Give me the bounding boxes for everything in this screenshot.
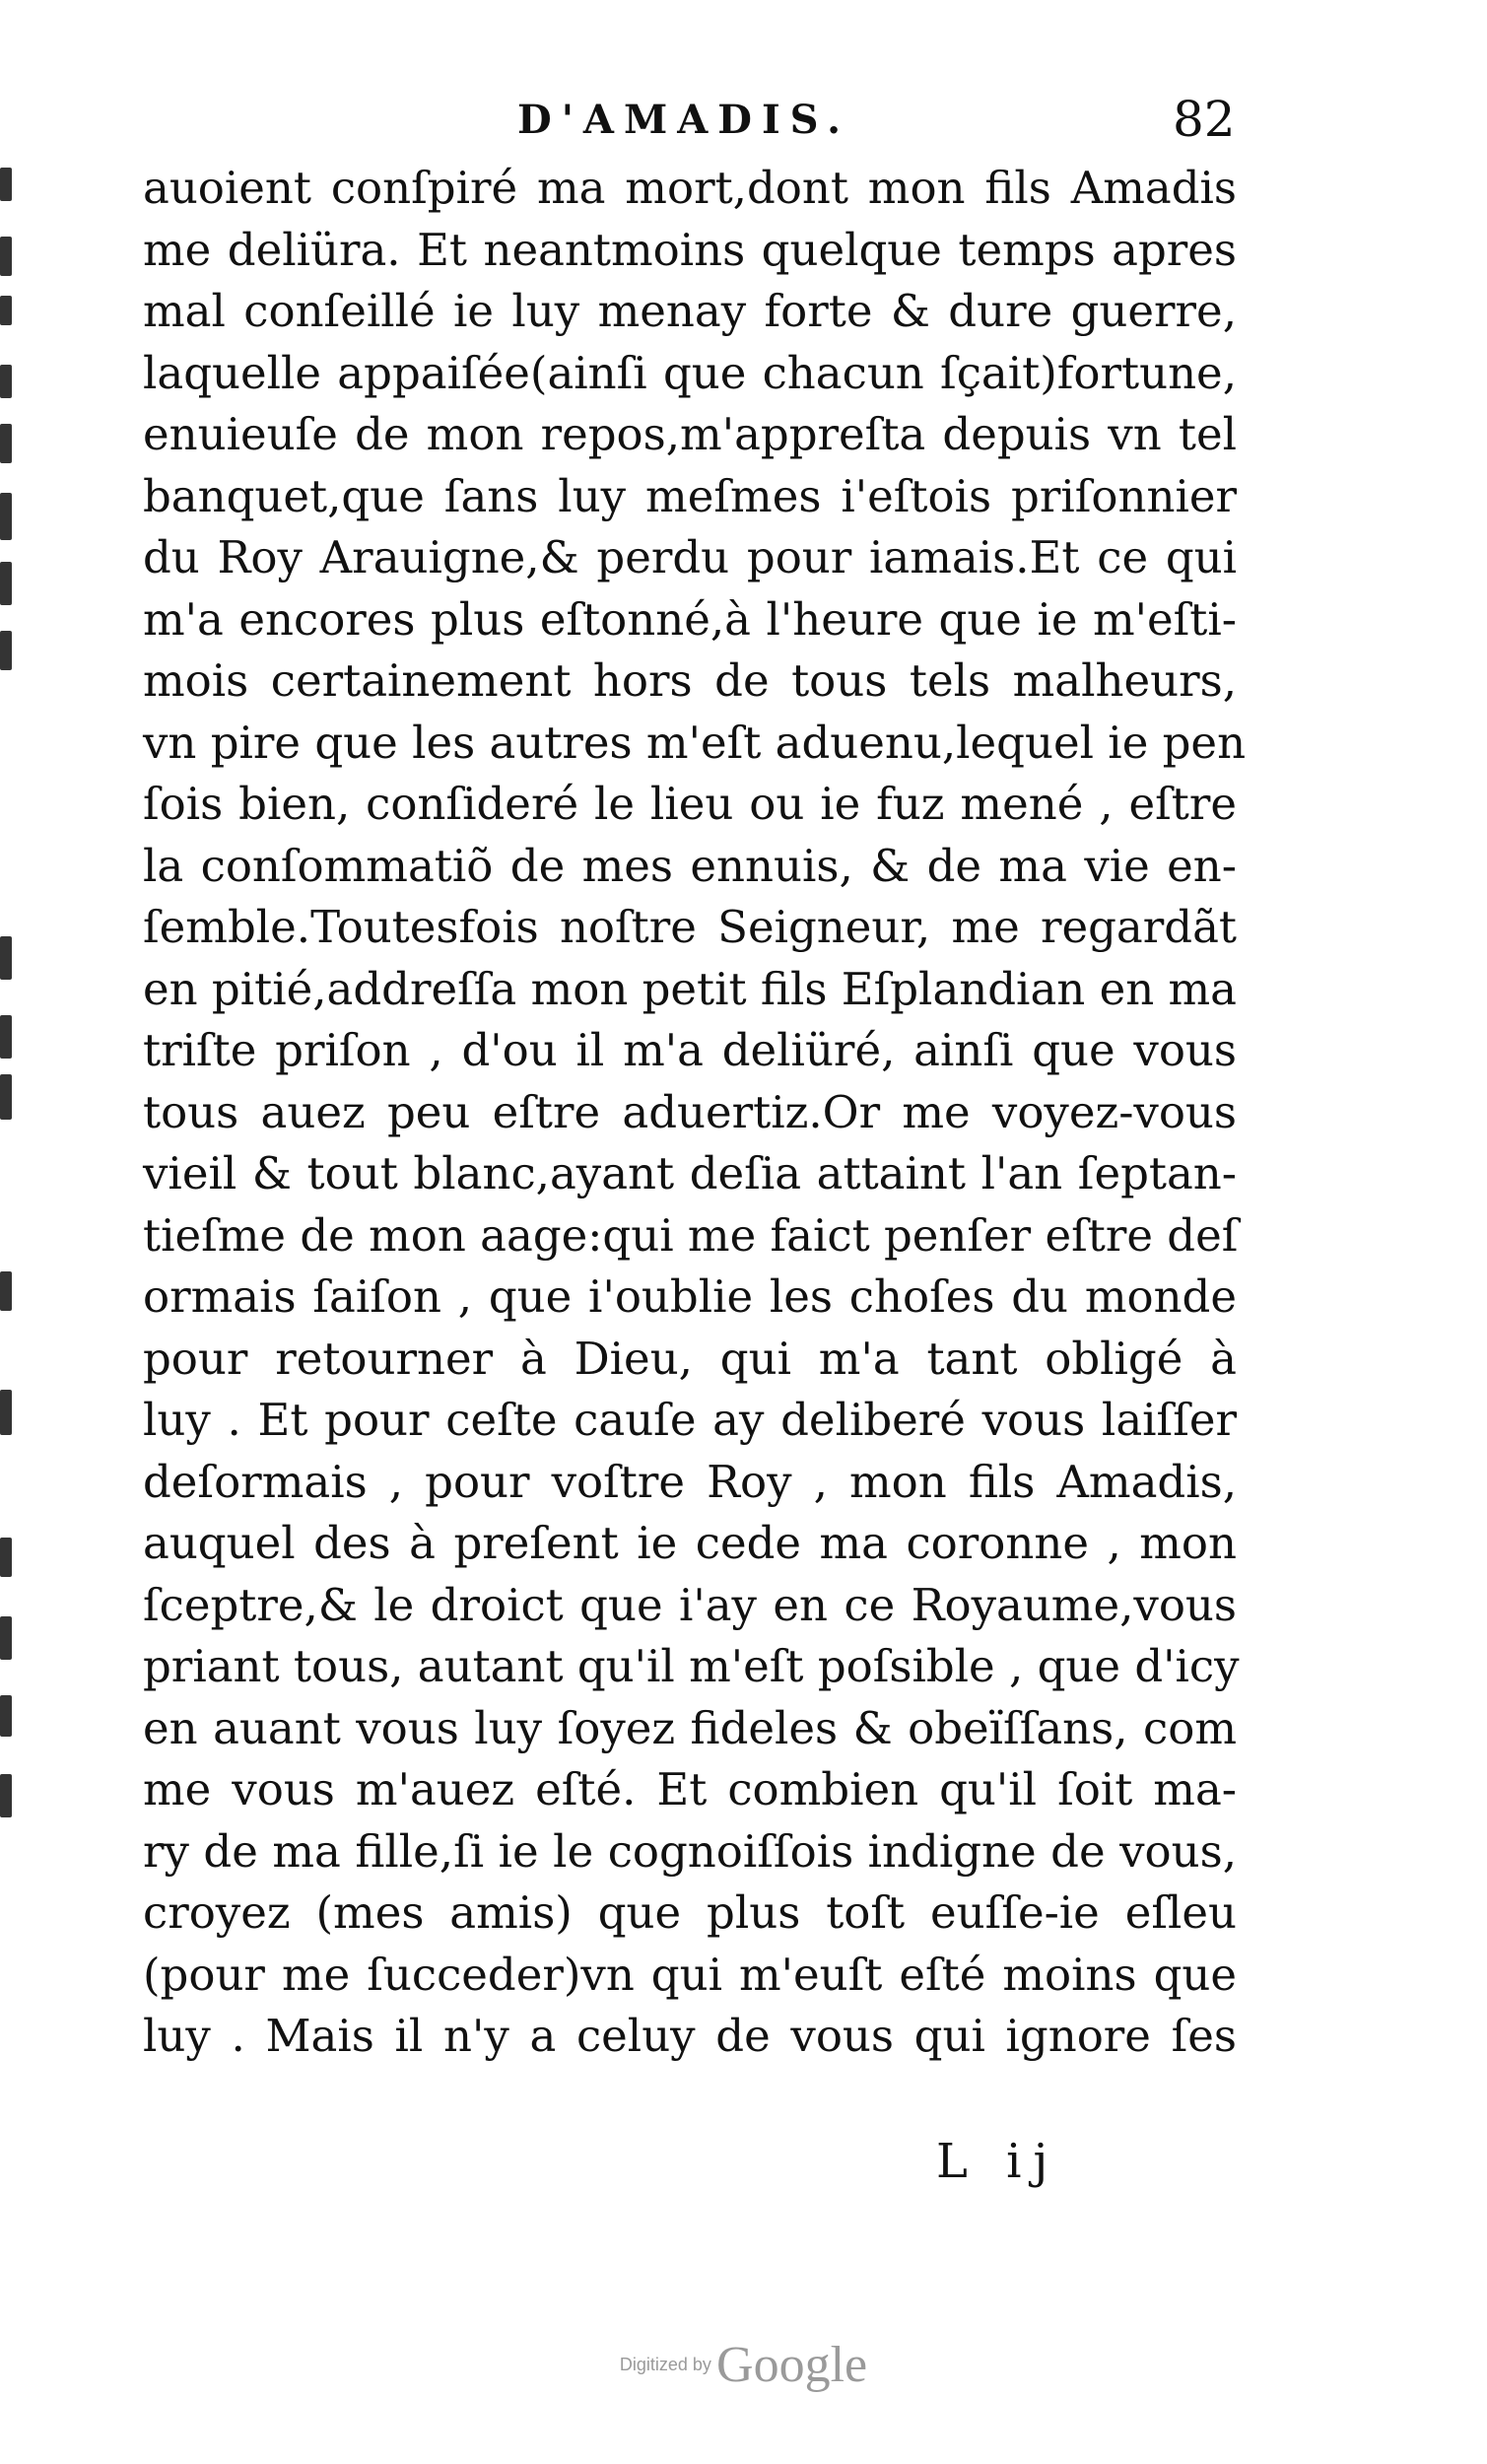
text-line: triſte priſon , d'ou il m'a deliüré, ainſi que vous	[143, 1024, 1237, 1076]
running-head	[0, 79, 1487, 158]
text-line: (pour me ſucceder)vn qui m'euſt eſté moins que	[143, 1948, 1237, 2001]
text-line: ſois bien, conſideré le lieu ou ie fuz mené , eſtre	[143, 778, 1237, 830]
text-line: m'a encores plus eſtonné,à l'heure que ie m'eſti-	[143, 592, 1237, 646]
running-head-title: D'AMADIS.	[517, 97, 851, 143]
text-line: vn pire que les autres m'eſt aduenu,lequel ie pen	[143, 716, 1247, 769]
text-line: banquet,que ſans luy meſmes i'eſtois priſonnier	[143, 469, 1237, 522]
text-line: ſceptre,& le droict que i'ay en ce Royaume,vous	[143, 1578, 1237, 1631]
edge-mark	[0, 631, 12, 670]
edge-mark	[0, 1695, 12, 1737]
text-line: du Roy Arauigne,& perdu pour iamais.Et ce qui	[143, 531, 1237, 583]
edge-mark	[0, 936, 12, 980]
text-line: me deliüra. Et neantmoins quelque temps apres	[143, 223, 1237, 276]
text-line: luy . Mais il n'y a celuy de vous qui ignore ſes	[143, 2010, 1237, 2062]
digitized-by-label: Digitized by	[619, 2355, 711, 2374]
text-line: deſormais , pour voſtre Roy , mon fils Amadis,	[143, 1455, 1237, 1508]
edge-mark	[0, 296, 12, 325]
text-line: tous auez peu eſtre aduertiz.Or me voyez-vous	[143, 1085, 1237, 1138]
google-logo: Google	[716, 2337, 868, 2393]
text-line: tieſme de mon aage:qui me faict penſer eſtre deſ	[143, 1208, 1239, 1262]
edge-mark	[0, 168, 12, 201]
edge-mark	[0, 1774, 12, 1817]
edge-mark	[0, 493, 12, 540]
facing-page-edge	[0, 158, 59, 1873]
text-line: vieil & tout blanc,ayant deſia attaint l'an ſeptan-	[143, 1147, 1237, 1199]
edge-mark	[0, 1390, 12, 1435]
text-line: auquel des à preſent ie cede ma coronne , mon	[143, 1517, 1237, 1569]
edge-mark	[0, 237, 12, 276]
edge-mark	[0, 562, 12, 605]
text-line: laquelle appaiſée(ainſi que chacun ſçait)fortune,	[143, 346, 1237, 399]
text-line: en auant vous luy ſoyez fideles & obeïſſans, com	[143, 1701, 1237, 1754]
text-line: luy . Et pour ceſte cauſe ay deliberé vous laiſſer	[143, 1394, 1237, 1446]
text-line: mois certainement hors de tous tels malheurs,	[143, 654, 1237, 707]
edge-mark	[0, 1271, 12, 1311]
edge-mark	[0, 1074, 12, 1120]
text-line: priant tous, autant qu'il m'eſt poſsible , que d'icy	[143, 1640, 1240, 1692]
text-line: mal conſeillé ie luy menay forte & dure guerre,	[143, 285, 1237, 337]
edge-mark	[0, 1015, 12, 1059]
text-line: enuieuſe de mon repos,m'appreſta depuis vn tel	[143, 408, 1237, 460]
text-line: en pitié,addreſſa mon petit fils Eſplandian en ma	[143, 962, 1237, 1015]
edge-mark	[0, 1538, 12, 1577]
text-line: croyez (mes amis) que plus toſt euſſe-ie eſleu	[143, 1886, 1237, 1939]
text-line: ſemble.Toutesfois noſtre Seigneur, me regardãt	[143, 901, 1237, 953]
edge-mark	[0, 365, 12, 398]
text-line: ormais ſaiſon , que i'oublie les choſes du monde	[143, 1270, 1237, 1323]
signature-mark: L ij	[936, 2134, 1060, 2189]
digitization-credit	[0, 2336, 1487, 2394]
page-number: 82	[1173, 91, 1236, 148]
text-line: ry de ma fille,ſi ie le cognoiſſois indigne de vous,	[143, 1824, 1237, 1878]
text-line: la conſommatiõ de mes ennuis, & de ma vie en-	[143, 839, 1237, 892]
text-line: auoient conſpiré ma mort,dont mon fils Amadis	[143, 162, 1237, 214]
body-text	[143, 158, 1247, 2068]
text-line: me vous m'auez eſté. Et combien qu'il ſoit ma-	[143, 1763, 1237, 1815]
edge-mark	[0, 1616, 12, 1660]
edge-mark	[0, 424, 12, 463]
text-line: pour retourner à Dieu, qui m'a tant obligé à	[143, 1332, 1237, 1385]
